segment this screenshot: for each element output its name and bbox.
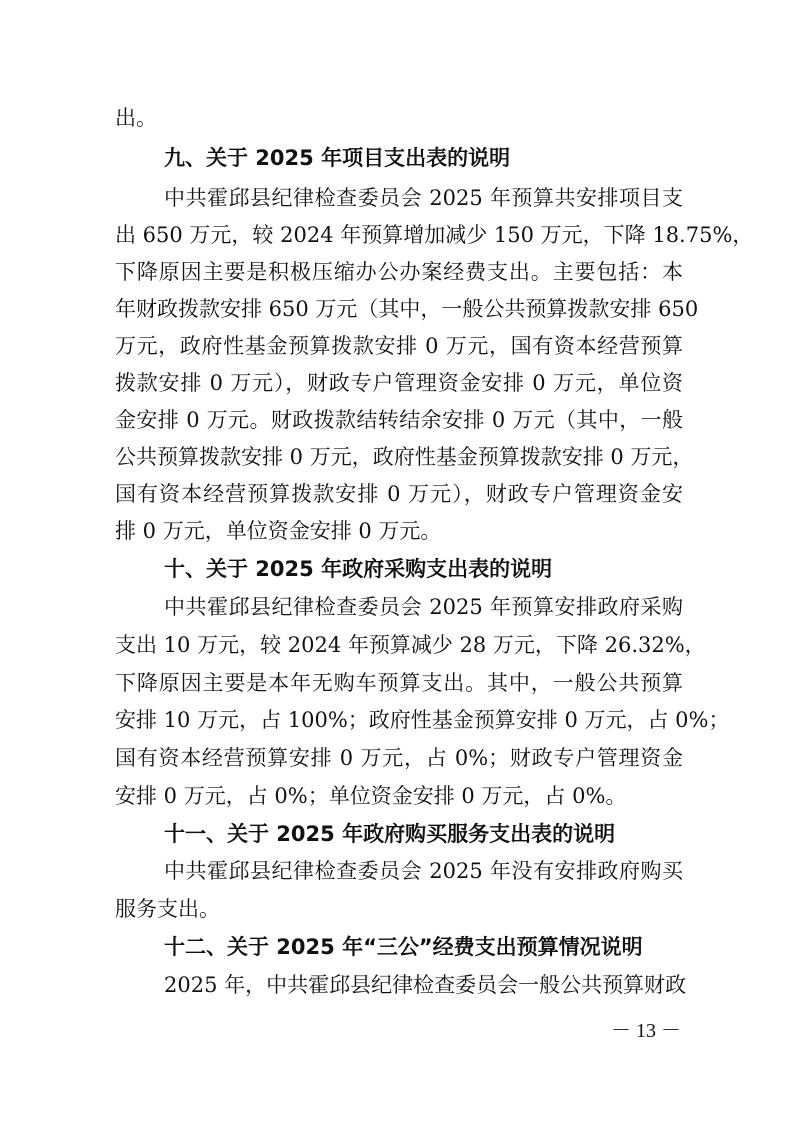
section-heading-10: 十、关于 2025 年政府采购支出表的说明: [164, 557, 553, 581]
paragraph-line: 中共霍邱县纪律检查委员会 2025 年预算共安排项目支: [164, 186, 683, 210]
paragraph-line: 支出 10 万元，较 2024 年预算减少 28 万元，下降 26.32%，: [115, 633, 706, 657]
paragraph-line: 安排 10 万元，占 100%；政府性基金预算安排 0 万元，占 0%；: [115, 708, 730, 732]
paragraph-line: 公共预算拨款安排 0 万元，政府性基金预算拨款安排 0 万元，: [115, 445, 694, 469]
paragraph-line: 出 650 万元，较 2024 年预算增加减少 150 万元，下降 18.75%，: [115, 223, 754, 247]
paragraph-line: 服务支出。: [115, 897, 220, 921]
paragraph-line: 万元，政府性基金预算拨款安排 0 万元，国有资本经营预算: [115, 334, 683, 358]
paragraph-line: 安排 0 万元，占 0%；单位资金安排 0 万元，占 0%。: [115, 784, 627, 808]
paragraph-line: 下降原因主要是积极压缩办公办案经费支出。主要包括：本: [115, 260, 683, 284]
paragraph-line: 出。: [115, 106, 157, 130]
paragraph-line: 中共霍邱县纪律检查委员会 2025 年没有安排政府购买: [164, 859, 683, 883]
section-heading-12: 十二、关于 2025 年“三公”经费支出预算情况说明: [164, 935, 643, 959]
section-heading-11: 十一、关于 2025 年政府购买服务支出表的说明: [164, 822, 616, 846]
paragraph-line: 年财政拨款安排 650 万元（其中，一般公共预算拨款安排 650: [115, 297, 699, 321]
paragraph-line: 拨款安排 0 万元），财政专户管理资金安排 0 万元，单位资: [115, 371, 683, 395]
section-heading-9: 九、关于 2025 年项目支出表的说明: [164, 146, 511, 170]
paragraph-line: 排 0 万元，单位资金安排 0 万元。: [115, 519, 442, 543]
paragraph-line: 国有资本经营预算拨款安排 0 万元），财政专户管理资金安: [115, 482, 683, 506]
paragraph-line: 中共霍邱县纪律检查委员会 2025 年预算安排政府采购: [164, 595, 683, 619]
paragraph-line: 金安排 0 万元。财政拨款结转结余安排 0 万元（其中，一般: [115, 408, 683, 432]
page-number: － 13 －: [611, 1020, 681, 1042]
paragraph-line: 国有资本经营预算安排 0 万元，占 0%；财政专户管理资金: [115, 746, 683, 770]
paragraph-line: 2025 年，中共霍邱县纪律检查委员会一般公共预算财政: [164, 973, 687, 997]
paragraph-line: 下降原因主要是本年无购车预算支出。其中，一般公共预算: [115, 671, 683, 695]
